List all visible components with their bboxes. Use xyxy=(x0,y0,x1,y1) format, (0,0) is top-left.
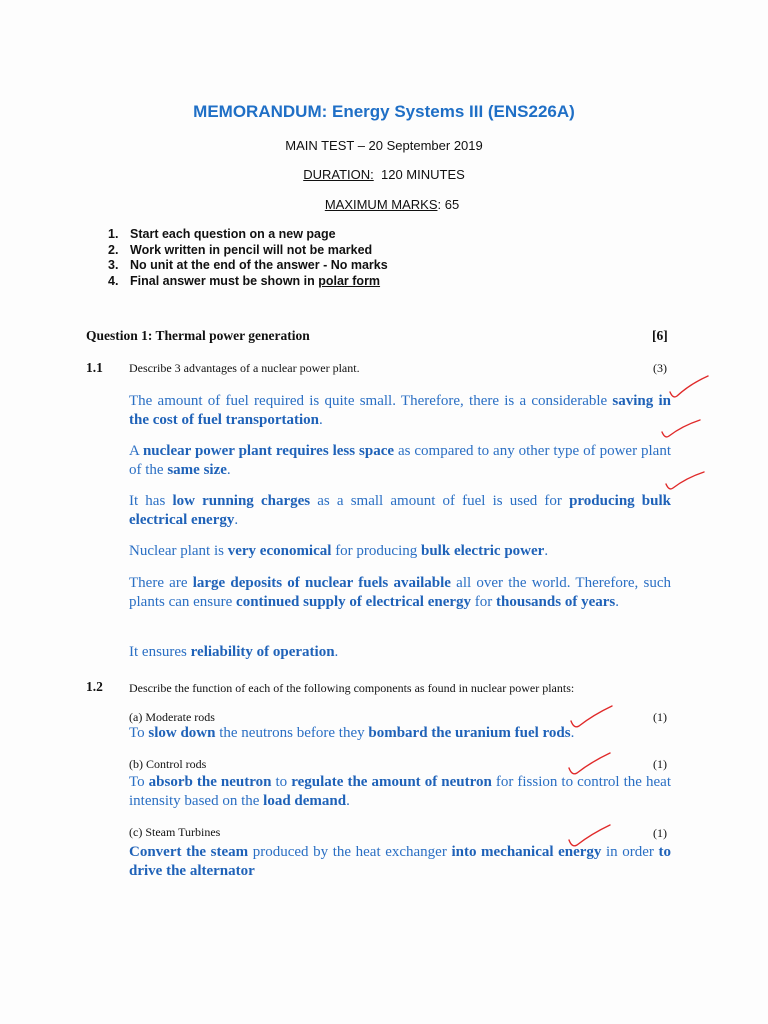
check-mark-icon xyxy=(660,470,708,500)
answer-control-rods: To absorb the neutron to regulate the amount of neutron for fission to control the heat intensity based on the load demand. xyxy=(129,774,671,809)
subquestion-marks: (3) xyxy=(653,361,667,375)
answer-5: There are large deposits of nuclear fuels available all over the world. Therefore, such plants can ensure continued supply of electrical energy for thousands of years. xyxy=(129,575,671,610)
answer-3: It has low running charges as a small amount of fuel is used for producing bulk electrical energy. xyxy=(129,493,672,528)
max-marks-value: : 65 xyxy=(437,197,460,212)
duration-value: 120 MINUTES xyxy=(380,167,465,182)
answer-moderate-rods: To slow down the neutrons before they bombard the uranium fuel rods. xyxy=(129,725,575,741)
check-mark-icon xyxy=(656,418,704,448)
subquestion-number: 1.2 xyxy=(86,679,103,694)
check-mark-icon xyxy=(664,372,712,408)
part-marks: (1) xyxy=(653,757,667,771)
part-marks: (1) xyxy=(653,710,667,724)
question-marks: [6] xyxy=(652,328,668,343)
check-mark-icon xyxy=(566,703,616,735)
max-marks xyxy=(8,197,768,212)
page-title: MEMORANDUM: Energy Systems III (ENS226A) xyxy=(193,102,575,121)
part-label: (c) Steam Turbines xyxy=(129,825,221,839)
test-date: MAIN TEST – 20 September 2019 xyxy=(285,138,483,153)
instruction-item: 1. Start each question on a new page xyxy=(108,227,336,241)
subquestion-text: Describe the function of each of the following components as found in nuclear power plants: xyxy=(129,681,575,695)
subquestion-text: Describe 3 advantages of a nuclear power plant. xyxy=(129,361,360,375)
check-mark-icon xyxy=(564,750,614,782)
subquestion-number: 1.1 xyxy=(86,360,103,375)
instructions-list xyxy=(108,227,388,289)
part-marks: (1) xyxy=(653,826,667,840)
answer-2: A nuclear power plant requires less space as compared to any other type of power plant of the same size. xyxy=(129,443,671,478)
answer-6: It ensures reliability of operation. xyxy=(129,644,339,660)
answer-1: The amount of fuel required is quite small. Therefore, there is a considerable saving in the cost of fuel transportation. xyxy=(129,393,671,428)
question-heading: Question 1: Thermal power generation xyxy=(86,328,310,343)
answer-steam-turbines: Convert the steam produced by the heat exchanger into mechanical energy in order to drive the alternator xyxy=(129,844,672,879)
check-mark-icon xyxy=(564,822,614,854)
instruction-item: 2. Work written in pencil will not be marked xyxy=(108,242,373,257)
max-marks-label: MAXIMUM MARKS xyxy=(324,197,438,212)
duration-label: DURATION: xyxy=(303,167,374,182)
part-label: (b) Control rods xyxy=(129,757,207,771)
instruction-item: 4. Final answer must be shown in polar form xyxy=(108,273,381,288)
duration xyxy=(0,167,768,182)
instruction-item: 3. No unit at the end of the answer - No marks xyxy=(108,258,388,272)
part-label: (a) Moderate rods xyxy=(129,710,215,724)
answer-4: Nuclear plant is very economical for producing bulk electric power. xyxy=(129,543,549,559)
